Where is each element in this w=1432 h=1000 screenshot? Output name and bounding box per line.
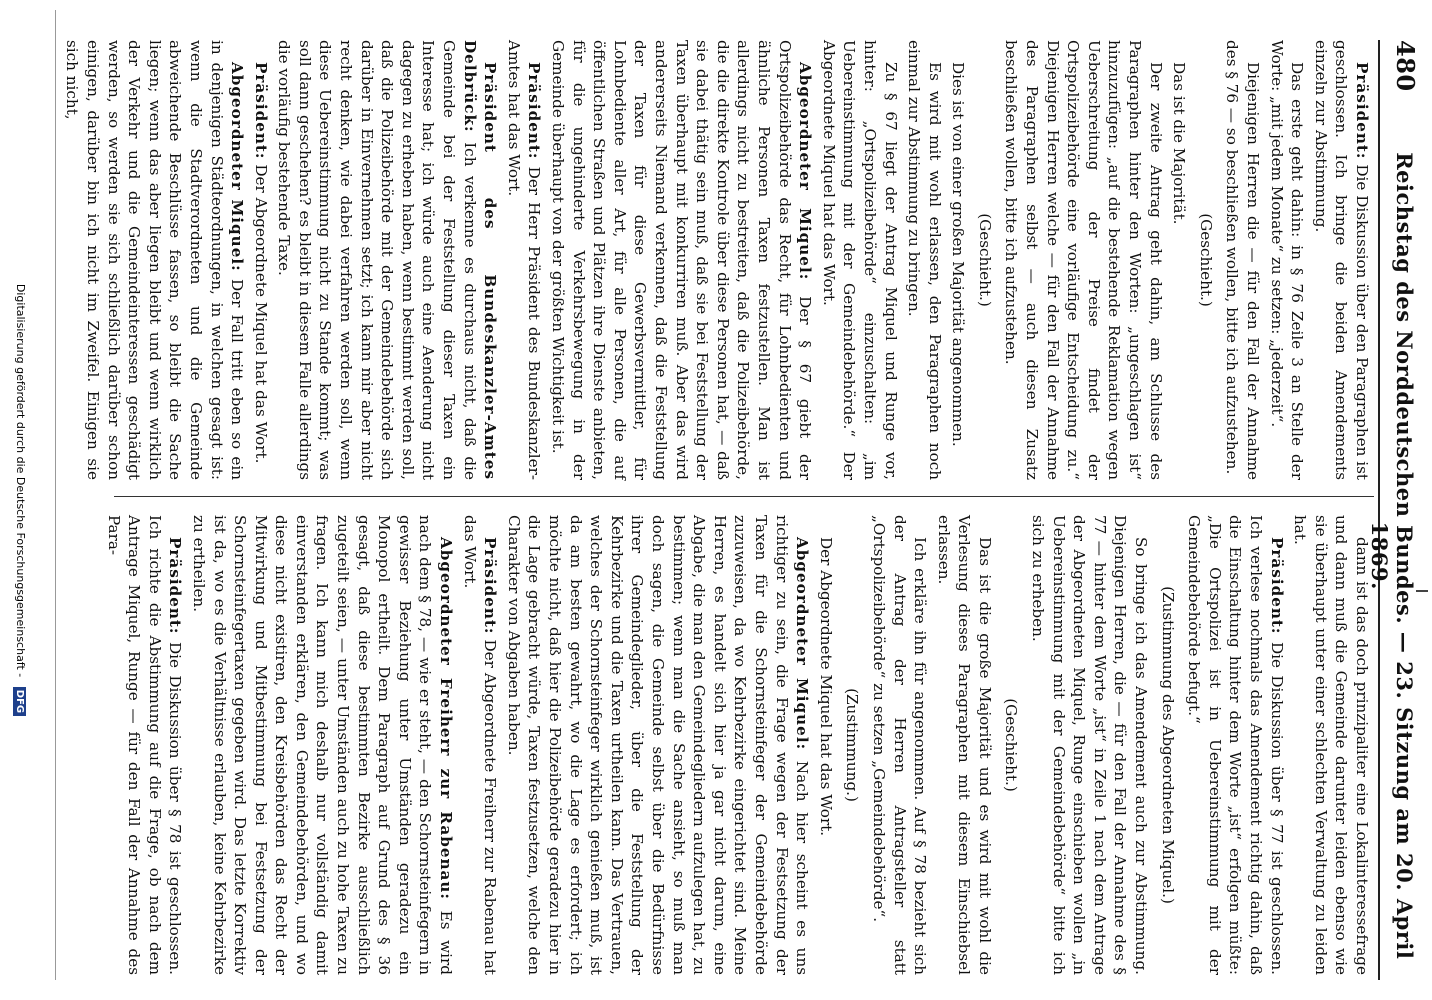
paragraph <box>1266 40 1307 480</box>
stage-direction: (Geschieht.) <box>1196 213 1215 307</box>
paragraph <box>188 515 456 975</box>
paragraph-text: So bringe ich das Amendement auch zur Abstimmung. Diejenigen Herren, die — für den Fall der Annahme des § 77 — hinter dem Worte „ist“ in Zeile 1 nach dem Antrage der Abgeordneten Miquel, Runge einschieben wollen „in Uebereinstimmung mit der Gemeindebehörde“ bitte ich sich zu erheben. <box>1029 515 1151 975</box>
footer-text: Digitalisierung gefördert durch die Deutsche Forschungsgemeinschaft - <box>14 283 27 678</box>
paragraph-text: Der Abgeordnete Freiherr zur Rabenau hat das Wort. <box>460 515 500 976</box>
paragraph-text: Dies ist von einer großen Majorität angenommen. <box>949 62 968 447</box>
paragraph <box>1290 515 1372 975</box>
paragraph <box>459 515 500 975</box>
paragraph <box>1001 40 1166 480</box>
running-title: Reichstag des Norddeutschen Bundes. — 23. Sitzung am 20. April 1869. <box>1367 152 1417 960</box>
paragraph-text: Nach hier scheint es uns richtiger zu sein, die Frage wegen der Festsetzung der Taxen für die Schornsteinfeger der Gemeindebehörde zuzuweisen, da wo Kehrbezirke eingerichtet sind. Meine Herren, es handelt sich hier ja gar nicht darum, eine Abgabe, die man den Gemeindegliedern aufzulegen hat, zu bestimmen; wenn man die Sache ansieht, so muß man doch sagen, die Gemeinde selbst über die Bedürfnisse ihrer Gemeindeglieder, über die Feststellung der Kehrbezirke und die Taxen urtheilen kann. Das Vertrauen, welches der Schornsteinfeger wirklich genießen muß, ist da am besten gewahrt, wo die Lage es erfordert; ich möchte nicht, daß hier die Polizeibehörde geradezu hier in die Lage gebracht würde, Taxen festzusetzen, welche den Charakter von Abgaben haben. <box>504 515 812 976</box>
paragraph-text: Das ist die Majorität. <box>1170 62 1189 225</box>
paragraph-text: Die Diskussion über den Paragraphen ist geschlossen. Ich bringe die beiden Amendements einzeln zur Abstimmung. <box>1311 40 1371 480</box>
speaker-name: Abgeordneter Freiherr zur Rabenau: <box>437 537 456 901</box>
paragraph-text: Es wird nach dem § 78, — wie er steht, — den Schornsteinfegern in gewisser Beziehung unter Umständen geradezu ein Monopol ertheilt. Dem Paragraph auf Grund des § 36 gesagt, daß diese bestimmten Bezirke ausschließlich zugeteilt seien, — unter Umständen auch zu hohe Taxen zu fragen. Ich kann mich deshalb nur vollständig damit einverstanden erklären, den Gemeindebehörden, und wo diese nicht existiren, den Kreisbehörden das Recht der Mitwirkung und Mitbestimmung bei Festsetzung der Schornsteinfegertaxen gegeben wird. Das letzte Korrektiv ist da, wo es die Verhältnisse erlauben, keine Kehrbezirke zu ertheilen. <box>189 515 456 975</box>
speaker-name: Abgeordneter Miquel: <box>228 62 247 272</box>
speaker-name: Abgeordneter Miquel: <box>793 537 812 751</box>
paragraph <box>868 515 930 975</box>
paragraph-text: Der Fall tritt eben so ein in denjenigen Städteordnungen, in welchen gesagt ist: wenn die Stadtverordneten und die Gemeinde abweichende Beschlüsse fassen, so bleibt die Sache liegen; wenn das aber liegen bleibt und wenn wirklich der Verkehr und die Gemeindeinteressen geschädigt werden, so werden sie sich schließlich darüber schon einigen, darüber bin ich nicht im Zweifel. Einigen sie sich nicht, <box>63 40 247 481</box>
speaker-name: Präsident: <box>481 537 500 635</box>
paragraph <box>933 515 995 975</box>
left-column <box>63 40 1372 481</box>
speaker-name: Präsident: <box>1267 537 1286 635</box>
speaker-name: Abgeordneter Miquel: <box>796 62 815 281</box>
footer-credit <box>13 0 27 1000</box>
paragraph-text: Das ist die große Majorität und es wird mit wohl die Verlesung dieses Paragraphen mit diesem Einschiebsel erlassen. <box>934 515 994 975</box>
stage-direction: (Zustimmung.) <box>843 688 862 802</box>
stage-direction: (Geschieht.) <box>1002 698 1021 792</box>
paragraph-text: Der § 67 giebt der Ortspolizeibehörde das Recht, für Lohnbedienten und ähnliche Personen Taxen festzustellen. Man ist allerdings nicht zu bestreiten, daß die Polizeibehörde, die die direkte Kontrole über diese Personen hat, — daß sie dabei thätig sein muß, daß sie bei Feststellung der Taxen überhaupt mit konkurriren muß. Aber das wird andererseits Niemand verkennen, daß die Feststellung der Taxen für diese Gewerbsvermittler, für Lohnbediente aller Art, für alle Personen, die auf öffentlichen Straßen und Plätzen ihre Dienste anbieten, für die ungehinderte Verkehrsbewegung in der Gemeinde überhaupt von der größten Wichtigkeit ist. <box>549 40 815 481</box>
paragraph <box>274 40 501 480</box>
right-column <box>104 515 1372 976</box>
paragraph-text: dann ist das doch prinzipaliter eine Lokalinteressefrage und dann muß die Gemeinde darunter leiden ebenso wie sie überhaupt unter einer schlechten Verwaltung zu leiden hat. <box>1291 515 1371 975</box>
paragraph <box>904 40 945 480</box>
paragraph <box>1028 515 1152 975</box>
speaker-name: Präsident: <box>251 62 270 160</box>
paragraph-text: Die Diskussion über § 78 ist geschlossen. Ich richte die Abstimmung auf die Frage, ob nach dem Antrage Miquel, Runge — für den Fall der Annahme des Para- <box>104 515 185 976</box>
paragraph <box>1169 40 1190 480</box>
dfg-logo: DFG <box>13 687 26 716</box>
paragraph-text: Ich verkenne es durchaus nicht, daß die Gemeinde bei der Feststellung dieser Taxen ein Interesse hat; ich würde auch eine Aenderung nicht dagegen zu erheben haben, wenn bestimmt werden soll, daß die Polizeibehörde mit der Gemeindebehörde sich darüber in Einvernehmen setzt; ich kann mir aber nicht recht denken, wie dabei verfahren werden soll, wenn diese Uebereinstimmung nicht zu Stande kommt; was soll dann geschehen? es bleibt in diesem Falle allerdings die vorläufig bestehende Taxe. <box>275 40 479 480</box>
paragraph <box>1184 515 1287 975</box>
paragraph <box>815 515 836 975</box>
paragraph <box>547 40 815 480</box>
paragraph <box>948 40 969 480</box>
paragraph <box>1222 40 1263 480</box>
paragraph-text: Es wird mit wohl erlassen, den Paragraphen noch einmal zur Abstimmung zu bringen. <box>905 40 944 480</box>
speaker-name: Präsident des Bundeskanzler-Amtes Delbrück: <box>460 40 500 480</box>
column-divider <box>114 496 1374 497</box>
page-edge <box>55 10 56 980</box>
paragraph <box>1310 40 1372 480</box>
paragraph <box>503 515 812 975</box>
page-number: 480 <box>1391 40 1420 92</box>
stage-direction: (Geschieht.) <box>975 213 994 307</box>
paragraph-text: Der Abgeordnete Miquel hat das Wort. <box>251 164 270 464</box>
paragraph <box>818 40 900 480</box>
paragraph-text: Diejenigen Herren die — für den Fall der Annahme des § 76 — so beschließen wollen, bitte ich aufzustehen. <box>1223 40 1263 480</box>
paragraph-text: Die Diskussion über § 77 ist geschlossen. Ich verlese nochmals das Amendement richtig dahin, daß die Einschaltung hinter dem Worte „ist“ erfolgen müßte: „Die Ortspolizei ist in Uebereinstimmung mit der Gemeindebehörde befugt.“ <box>1185 515 1286 976</box>
paragraph-text: Der Herr Präsident des Bundeskanzler-Amtes hat das Wort. <box>504 40 544 481</box>
paragraph-text: Der zweite Antrag geht dahin, am Schlusse des Paragraphen hinter den Worten: „ungeschlagen ist“ hinzuzufügen: „auf die bestehende Reklamation wegen Ueberschreitung der Preise findet der Ortspolizeibehörde eine vorläufige Entscheidung zu.“ Diejenigen Herren welche — für den Fall der Annahme des Paragraphen selbst — auch diesen Zusatz beschließen wollen, bitte ich aufzustehen. <box>1002 40 1165 480</box>
stage-direction: (Zustimmung des Abgeordneten Miquel.) <box>1158 586 1177 904</box>
paragraph <box>103 515 185 975</box>
paragraph-text: Ich erkläre ihn für angenommen. Auf § 78 bezieht sich der Antrag der Herren Antragsteller statt „Ortspolizeibehörde“ zu setzen „Gemeindebehörde“. <box>869 515 930 975</box>
paragraph-text: Der Abgeordnete Miquel hat das Wort. <box>816 537 835 837</box>
paragraph <box>250 40 271 480</box>
paragraph-text: Zu § 67 liegt der Antrag Miquel und Runge vor, hinter: „Ortspolizeibehörde“ einzuschalten: „im Uebereinstimmung mit der Gemeindebehörde.“ Der Abgeordnete Miquel hat das Wort. <box>819 40 900 480</box>
speaker-name: Präsident: <box>1353 62 1371 160</box>
paragraph <box>503 40 544 480</box>
speaker-name: Präsident: <box>525 62 544 160</box>
page-header <box>1367 40 1420 980</box>
paragraph-text: Das erste geht dahin: in § 76 Zeile 3 an Stelle der Worte: „mit jedem Monate“ zu setzen: „jederzeit“. <box>1267 40 1307 480</box>
speaker-name: Präsident: <box>166 537 185 635</box>
paragraph <box>62 40 247 480</box>
